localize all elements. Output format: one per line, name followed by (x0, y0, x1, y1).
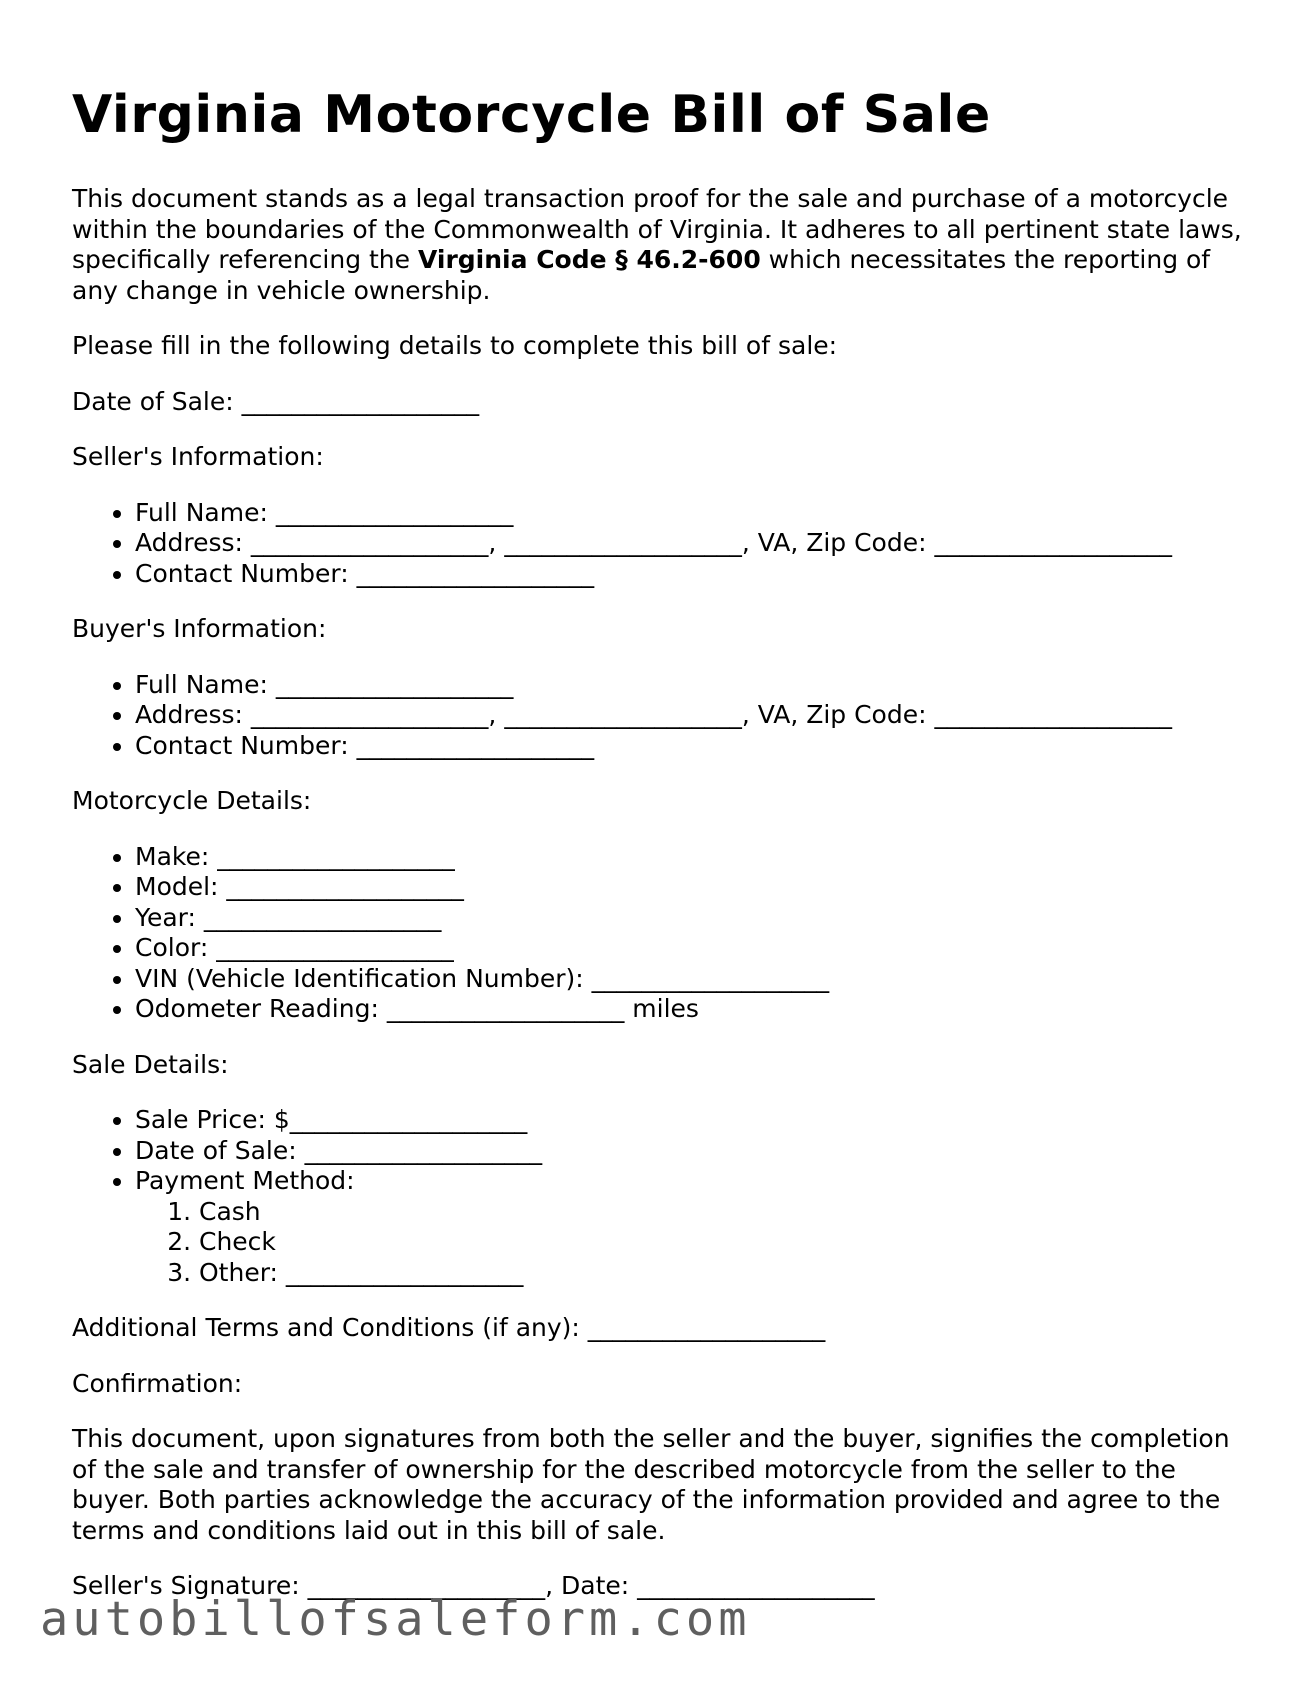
confirmation-text: This document, upon signatures from both the seller and the buyer, signifies the completion of the sale and transfer of ownership for the described motorcycle from the seller to the buyer. Both parties acknowledge the accuracy of the information provided and agree to the terms and conditions laid out in this bill of sale. (72, 1424, 1230, 1545)
year-field[interactable]: • Year: ___________________ (135, 903, 1252, 934)
sale-list (72, 1105, 1252, 1288)
sale-date-field[interactable]: • Date of Sale: ___________________ (135, 1136, 1252, 1167)
document-title: Virginia Motorcycle Bill of Sale (72, 85, 991, 145)
odometer-field[interactable]: • Odometer Reading: ___________________ miles (135, 994, 1252, 1025)
intro-text-end: which necessitates the reporting of any change in vehicle ownership. (72, 245, 1211, 305)
buyer-full-name-field[interactable]: • Full Name: ___________________ (135, 670, 1252, 701)
document-page (72, 84, 1252, 1627)
motorcycle-list (72, 842, 1252, 1025)
seller-contact-field[interactable]: • Contact Number: ___________________ (135, 559, 1252, 590)
buyer-contact-field[interactable]: • Contact Number: ___________________ (135, 731, 1252, 762)
seller-address-field[interactable]: • Address: ___________________, ___________________, VA, Zip Code: ___________________ (135, 528, 1252, 559)
site-watermark: autobillofsaleform.com (40, 1592, 751, 1647)
seller-full-name-field[interactable]: • Full Name: ___________________ (135, 498, 1252, 529)
buyer-heading: Buyer's Information: (72, 614, 327, 643)
intro-code-reference: Virginia Code § 46.2-600 (417, 245, 761, 274)
intro-text-start: This document stands as a legal transaction proof for the sale and purchase of a motorcycle within the boundaries of the Commonwealth of Virginia. It adheres to all pertinent state laws, specifically referencing the (72, 184, 1242, 274)
seller-list (72, 498, 1252, 590)
date-of-sale-field[interactable]: Date of Sale: ___________________ (72, 386, 480, 416)
payment-method-label: Payment Method: (135, 1166, 355, 1195)
buyer-list (72, 670, 1252, 762)
payment-option-check[interactable]: 2. Check (199, 1227, 1252, 1258)
vin-field[interactable]: • VIN (Vehicle Identification Number): ___________________ (135, 964, 1252, 995)
payment-option-other[interactable]: 3. Other: ___________________ (199, 1258, 1252, 1289)
payment-option-cash[interactable]: 1. Cash (199, 1197, 1252, 1228)
sale-price-field[interactable]: • Sale Price: $___________________ (135, 1105, 1252, 1136)
additional-terms-field[interactable]: Additional Terms and Conditions (if any): ___________________ (72, 1313, 826, 1342)
payment-options-list (135, 1197, 1252, 1289)
model-field[interactable]: • Model: ___________________ (135, 872, 1252, 903)
seller-heading: Seller's Information: (72, 442, 324, 471)
motorcycle-heading: Motorcycle Details: (72, 786, 312, 815)
color-field[interactable]: • Color: ___________________ (135, 933, 1252, 964)
payment-method-item (135, 1166, 1252, 1288)
intro-paragraph (72, 184, 1252, 306)
seller-signature-field[interactable]: Seller's Signature: ___________________, Date: ___________________ (72, 1571, 875, 1600)
buyer-address-field[interactable]: • Address: ___________________, ___________________, VA, Zip Code: ___________________ (135, 700, 1252, 731)
confirmation-heading: Confirmation: (72, 1368, 243, 1398)
instructions: Please fill in the following details to complete this bill of sale: (72, 331, 838, 360)
make-field[interactable]: • Make: ___________________ (135, 842, 1252, 873)
sale-heading: Sale Details: (72, 1049, 229, 1079)
